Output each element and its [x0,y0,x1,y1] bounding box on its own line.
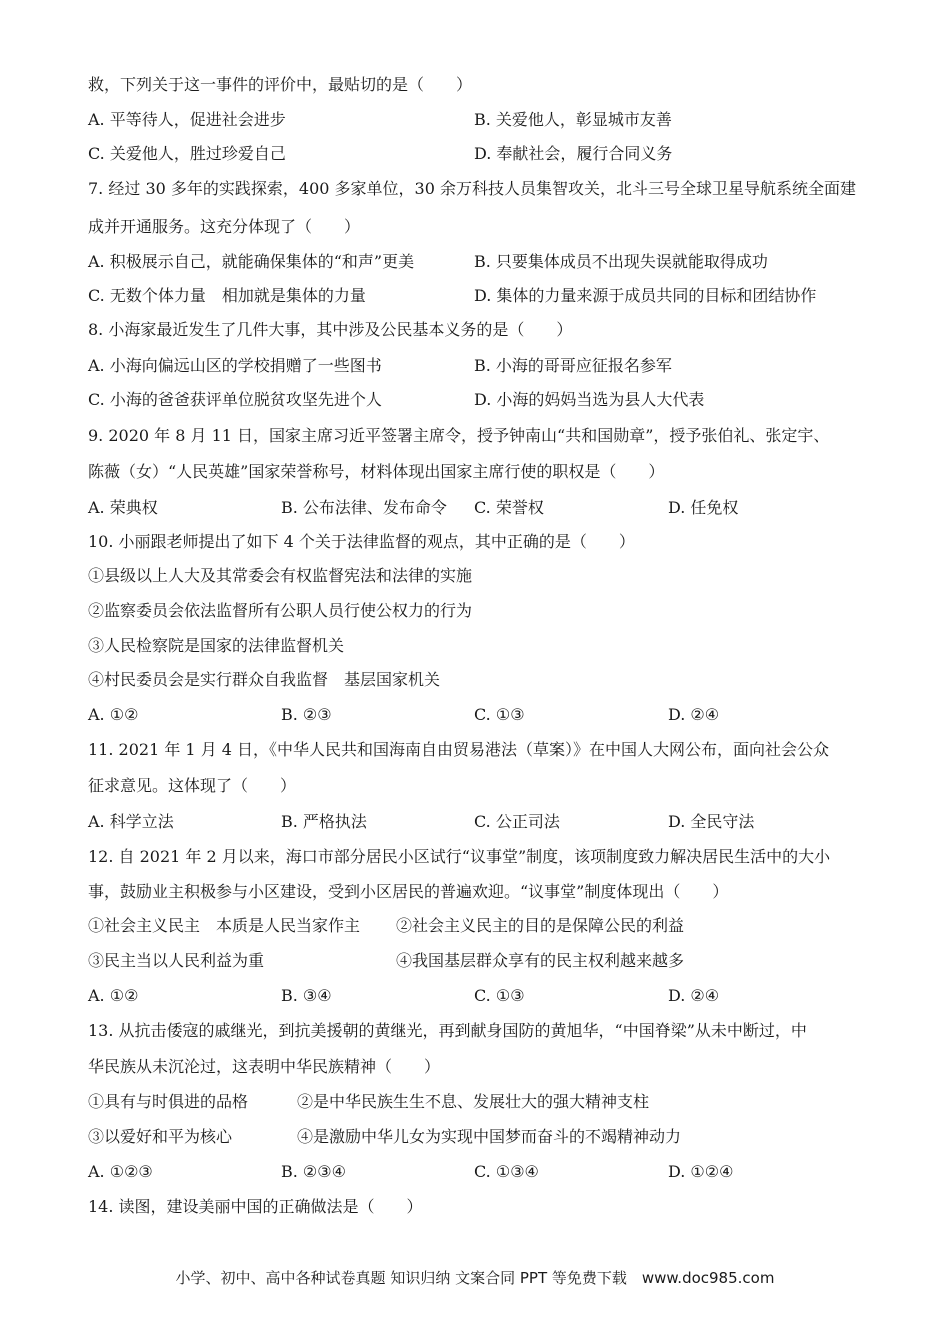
q12-option-c: C. ①③ [474,986,525,1005]
q9-option-c: C. 荣誉权 [474,498,544,517]
q11-option-b: B. 严格执法 [281,812,367,831]
q10-option-d: D. ②④ [668,705,720,724]
q10-stem: 10. 小丽跟老师提出了如下 4 个关于法律监督的观点，其中正确的是（ ） [88,532,635,551]
q10-item-4: ④村民委员会是实行群众自我监督 基层国家机关 [88,670,441,689]
q6-option-d: D. 奉献社会，履行合同义务 [474,144,673,163]
q11-option-a: A. 科学立法 [88,812,174,831]
q12-option-b: B. ③④ [281,986,332,1005]
q11-stem-line2: 征求意见。这体现了（ ） [88,776,297,795]
q7-option-b: B. 只要集体成员不出现失误就能取得成功 [474,252,768,271]
q8-stem: 8. 小海家最近发生了几件大事，其中涉及公民基本义务的是（ ） [88,320,573,339]
q7-stem-line2: 成并开通服务。这充分体现了（ ） [88,217,361,236]
q10-item-2: ②监察委员会依法监督所有公职人员行使公权力的行为 [88,601,473,620]
q12-item-1: ①社会主义民主 本质是人民当家作主 [88,916,361,935]
q12-stem-line1: 12. 自 2021 年 2 月以来，海口市部分居民小区试行“议事堂”制度，该项制度致力解决居民生活中的大小 [88,847,831,866]
q13-option-c: C. ①③④ [474,1162,539,1181]
q8-option-b: B. 小海的哥哥应征报名参军 [474,356,672,375]
q13-item-3: ③以爱好和平为核心 [88,1127,233,1146]
q13-item-1: ①具有与时俱进的品格 [88,1092,249,1111]
q10-option-b: B. ②③ [281,705,332,724]
q8-option-c: C. 小海的爸爸获评单位脱贫攻坚先进个人 [88,390,382,409]
q13-stem-line2: 华民族从未沉沦过，这表明中华民族精神（ ） [88,1057,441,1076]
q12-option-a: A. ①② [88,986,139,1005]
q10-option-a: A. ①② [88,705,139,724]
q12-option-d: D. ②④ [668,986,720,1005]
page-footer: 小学、初中、高中各种试卷真题 知识归纳 文案合同 PPT 等免费下载 www.doc985.com [175,1269,775,1287]
q13-option-d: D. ①②④ [668,1162,734,1181]
q7-option-c: C. 无数个体力量 相加就是集体的力量 [88,286,366,305]
q11-stem-line1: 11. 2021 年 1 月 4 日，《中华人民共和国海南自由贸易港法（草案）》在中国人大网公布，面向社会公众 [88,740,830,759]
q11-option-c: C. 公正司法 [474,812,560,831]
q7-option-d: D. 集体的力量来源于成员共同的目标和团结协作 [474,286,817,305]
q7-stem-line1: 7. 经过 30 多年的实践探索，400 多家单位，30 余万科技人员集智攻关，北斗三号全球卫星导航系统全面建 [88,179,856,198]
q12-item-4: ④我国基层群众享有的民主权利越来越多 [396,951,685,970]
q9-option-b: B. 公布法律、发布命令 [281,498,447,517]
q6-option-a: A. 平等待人，促进社会进步 [88,110,286,129]
q8-option-d: D. 小海的妈妈当选为县人大代表 [474,390,705,409]
q14-stem: 14. 读图，建设美丽中国的正确做法是（ ） [88,1197,423,1216]
q12-item-3: ③民主当以人民利益为重 [88,951,265,970]
q13-item-4: ④是激励中华儿女为实现中国梦而奋斗的不竭精神动力 [297,1127,682,1146]
q13-item-2: ②是中华民族生生不息、发展壮大的强大精神支柱 [297,1092,650,1111]
q9-option-d: D. 任免权 [668,498,739,517]
q12-item-2: ②社会主义民主的目的是保障公民的利益 [396,916,685,935]
q6-option-b: B. 关爱他人，彰显城市友善 [474,110,672,129]
q10-item-3: ③人民检察院是国家的法律监督机关 [88,636,345,655]
q12-stem-line2: 事，鼓励业主积极参与小区建设，受到小区居民的普遍欢迎。“议事堂”制度体现出（ ） [88,882,729,901]
q9-option-a: A. 荣典权 [88,498,158,517]
q9-stem-line1: 9. 2020 年 8 月 11 日，国家主席习近平签署主席令，授予钟南山“共和国勋章”，授予张伯礼、张定宇、 [88,426,830,445]
q11-option-d: D. 全民守法 [668,812,755,831]
q6-stem-tail: 救，下列关于这一事件的评价中，最贴切的是（ ） [88,75,473,94]
q13-stem-line1: 13. 从抗击倭寇的戚继光，到抗美援朝的黄继光，再到献身国防的黄旭华，“中国脊梁”从未中断过，中 [88,1021,807,1040]
q10-option-c: C. ①③ [474,705,525,724]
q9-stem-line2: 陈薇（女）“人民英雄”国家荣誉称号，材料体现出国家主席行使的职权是（ ） [88,462,665,481]
q8-option-a: A. 小海向偏远山区的学校捐赠了一些图书 [88,356,382,375]
q13-option-a: A. ①②③ [88,1162,153,1181]
q6-option-c: C. 关爱他人，胜过珍爱自己 [88,144,286,163]
q13-option-b: B. ②③④ [281,1162,346,1181]
q10-item-1: ①县级以上人大及其常委会有权监督宪法和法律的实施 [88,566,473,585]
q7-option-a: A. 积极展示自己，就能确保集体的“和声”更美 [88,252,415,271]
